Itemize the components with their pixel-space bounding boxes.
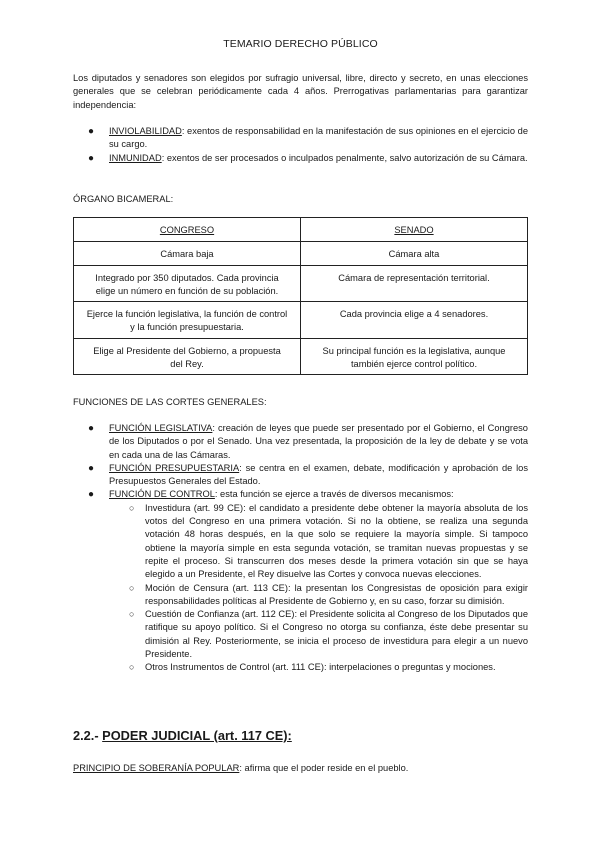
list-item — [73, 462, 528, 489]
table-cell: Cámara baja — [74, 242, 301, 266]
mechanism-investidura: Investidura (art. 99 CE): el candidato a presidente debe obtener la mayoría absoluta de los votos del Congreso en una primera votación. Si no la obtiene, se realiza una segunda votación 48 horas después, en la que solo se requiere la mayoría simple. Si tampoco obtiene la mayoría simple en esta segunda votación, se tramitan nuevas propuestas y se repite el proceso. Si transcurren dos meses desde la primera votación sin que se haya elegido a un Presidente, el Rey disuelve las Cortes y convoca nuevas elecciones. — [145, 502, 528, 580]
term-description: : afirma que el poder reside en el pueblo. — [239, 763, 409, 773]
term-description: : se centra en el examen, debate, modificación y aprobación de los Presupuestos Generales del Estado. — [109, 462, 528, 487]
table-cell: Cámara alta — [301, 242, 528, 266]
bicameral-table — [73, 217, 528, 375]
term-funcion-legislativa: FUNCIÓN LEGISLATIVA — [109, 423, 213, 433]
table-header-row — [74, 218, 528, 242]
circle-bullet-icon: ○ — [129, 609, 135, 620]
principle-paragraph — [73, 762, 408, 775]
intro-paragraph: Los diputados y senadores son elegidos por sufragio universal, libre, directo y secreto, en unas elecciones generales que se celebran periódicamente cada 4 años. Prerrogativas parlamentarias para garantizar independencia: — [73, 73, 528, 110]
sub-list-item — [73, 661, 528, 674]
list-item — [73, 422, 528, 462]
term-soberania-popular: PRINCIPIO DE SOBERANÍA POPULAR — [73, 763, 240, 773]
table-header-senado: SENADO — [301, 218, 528, 242]
list-item — [73, 488, 528, 501]
term-description: : creación de leyes que puede ser presentado por el Gobierno, el Congreso de los Diputados o por el Senado. Una vez presentada, la proposición de la ley de debate y se vota en cada una de las Cámaras. — [109, 423, 528, 460]
circle-bullet-icon: ○ — [129, 582, 135, 593]
sub-list-item — [73, 608, 528, 661]
bullet-icon: ● — [88, 126, 95, 137]
table-cell: Cada provincia elige a 4 senadores. — [301, 302, 528, 339]
circle-bullet-icon: ○ — [129, 502, 135, 513]
table-row — [74, 242, 528, 266]
table-cell: Ejerce la función legislativa, la función de control y la función presupuestaria. — [74, 302, 301, 339]
bullet-icon: ● — [88, 152, 95, 164]
table-row — [74, 302, 528, 339]
section-number: 2.2.- — [73, 728, 103, 743]
circle-bullet-icon: ○ — [129, 662, 135, 673]
table-cell: Cámara de representación territorial. — [301, 266, 528, 302]
prerogatives-list — [73, 125, 528, 165]
page-title: TEMARIO DERECHO PÚBLICO — [223, 38, 378, 50]
section-title: PODER JUDICIAL (art. 117 CE): — [102, 728, 292, 743]
section-heading — [73, 729, 292, 742]
table-header-congreso: CONGRESO — [74, 218, 301, 242]
term-inmunidad: INMUNIDAD — [109, 152, 162, 163]
term-description: : exentos de responsabilidad en la manifestación de sus opiniones en el ejercicio de su cargo. — [109, 126, 528, 150]
bullet-icon: ● — [88, 489, 95, 501]
term-description: : exentos de ser procesados o inculpados penalmente, salvo autorización de su Cámara. — [161, 152, 528, 163]
table-row — [74, 339, 528, 375]
mechanism-otros-instrumentos: Otros Instrumentos de Control (art. 111 CE): interpelaciones o preguntas y mociones. — [145, 662, 496, 673]
sub-list-item — [73, 582, 528, 609]
sub-list-item — [73, 502, 528, 582]
term-funcion-presupuestaria: FUNCIÓN PRESUPUESTARIA — [109, 462, 240, 473]
mechanism-mocion-censura: Moción de Censura (art. 113 CE): la presentan los Congresistas de oposición para exigir responsabilidades políticas al Presidente de Gobierno y, en su caso, forzar su dimisión. — [145, 582, 528, 606]
list-item — [73, 152, 528, 165]
functions-list — [73, 422, 528, 675]
bullet-icon: ● — [88, 462, 95, 474]
table-cell: Integrado por 350 diputados. Cada provincia elige un número en función de su población. — [74, 266, 301, 302]
table-row — [74, 266, 528, 302]
table-cell: Elige al Presidente del Gobierno, a propuesta del Rey. — [74, 339, 301, 375]
mechanism-cuestion-confianza: Cuestión de Confianza (art. 112 CE): el Presidente solicita al Congreso de los Diputados que ratifique su apoyo político. Si el Congreso no otorga su confianza, éste debe presentar su dimisión al Rey. Posteriormente, se inicia el proceso de investidura para elegir a un nuevo Presidente. — [145, 609, 528, 660]
term-description: : esta función se ejerce a través de diversos mecanismos: — [214, 489, 454, 500]
bicameral-heading: ÓRGANO BICAMERAL: — [73, 194, 174, 204]
table-cell: Su principal función es la legislativa, aunque también ejerce control político. — [301, 339, 528, 375]
term-inviolabilidad: INVIOLABILIDAD — [109, 126, 182, 136]
functions-heading: FUNCIONES DE LAS CORTES GENERALES: — [73, 397, 267, 407]
term-funcion-de-control: FUNCIÓN DE CONTROL — [109, 489, 215, 500]
list-item — [73, 125, 528, 152]
bullet-icon: ● — [88, 423, 95, 434]
